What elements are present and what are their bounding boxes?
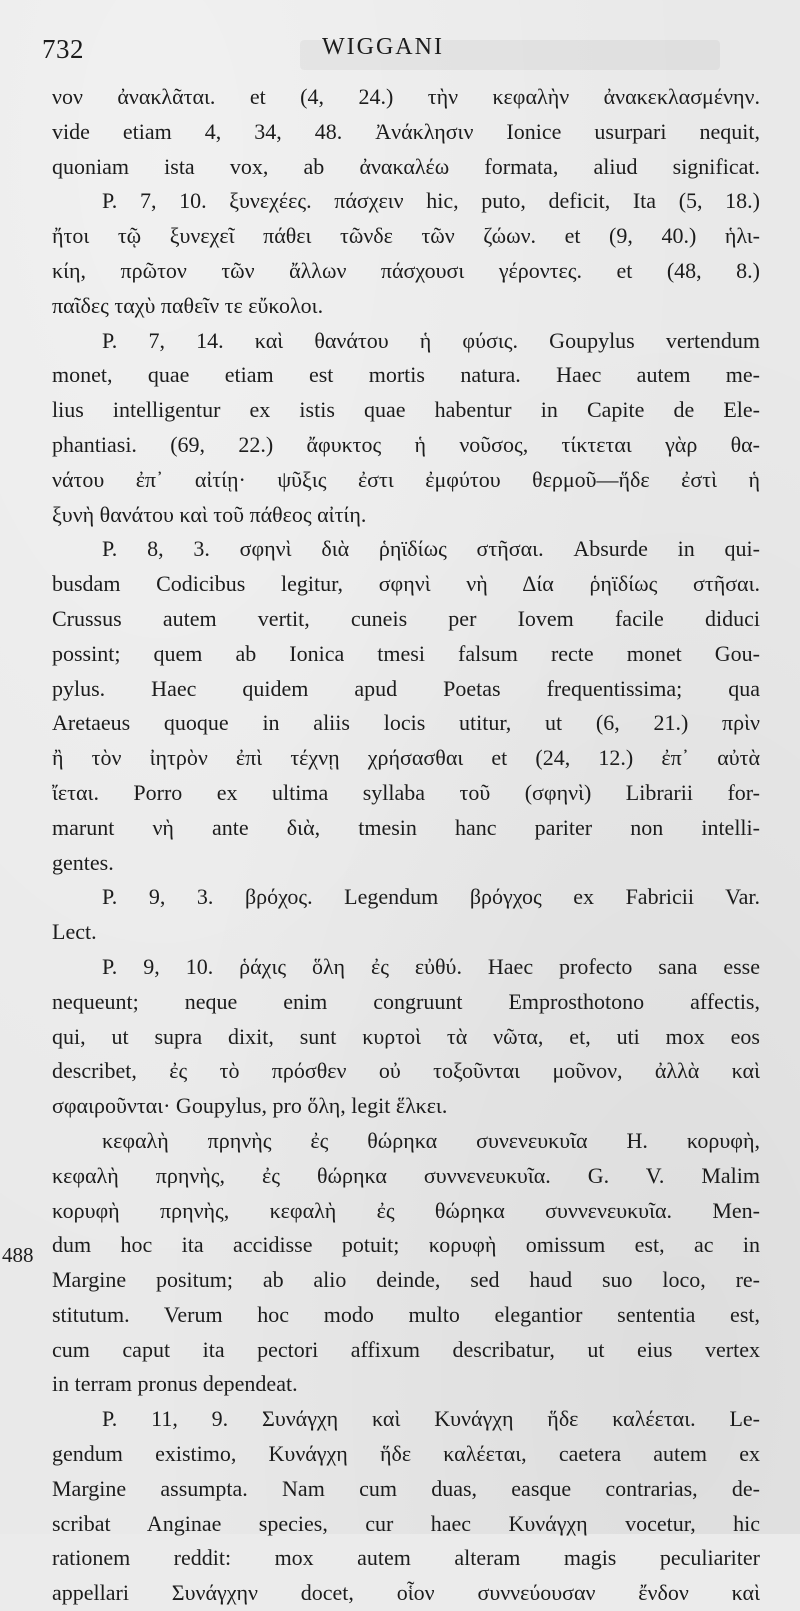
text-line: κορυφὴ πρηνὴς, κεφαλὴ ἐς θώρηκα συννενευκυῖα. Men- xyxy=(52,1197,760,1223)
text-line: Margine positum; ab alio deinde, sed haud suo loco, re- xyxy=(52,1267,760,1293)
text-line: pylus. Haec quidem apud Poetas frequentissima; qua xyxy=(52,675,760,701)
text-line: stitutum. Verum hoc modo multo elegantior sententia est, xyxy=(52,1301,760,1327)
text-line: P. 9, 3. βρόχος. Legendum βρόγχος ex Fabricii Var. xyxy=(102,884,760,910)
text-line: ἤτοι τῷ ξυνεχεῖ πάθει τῶνδε τῶν ζώων. et (9, 40.) ἡλι- xyxy=(52,223,760,249)
text-line: P. 7, 10. ξυνεχέες. πάσχειν hic, puto, deficit, Ita (5, 18.) xyxy=(102,188,760,214)
text-line: qui, ut supra dixit, sunt κυρτοὶ τὰ νῶτα, et, uti mox eos xyxy=(52,1023,760,1049)
text-line: κίη, πρῶτον τῶν ἄλλων πάσχουσι γέροντες. et (48, 8.) xyxy=(52,257,760,283)
text-line: νάτου ἐπ᾽ αἰτίῃ· ψῦξις ἐστι ἐμφύτου θερμοῦ—ἥδε ἐστὶ ἡ xyxy=(52,466,760,492)
text-line: P. 8, 3. σφηνὶ διὰ ῥηϊδίως στῆσαι. Absurde in qui- xyxy=(102,536,760,562)
text-line: phantiasi. (69, 22.) ἄφυκτος ἡ νοῦσος, τίκτεται γὰρ θα- xyxy=(52,431,760,457)
text-line: ξυνὴ θανάτου καὶ τοῦ πάθεος αἰτίη. xyxy=(52,501,367,527)
text-line: κεφαλὴ πρηνὴς ἐς θώρηκα συνενευκυῖα H. κορυφὴ, xyxy=(102,1127,760,1153)
text-line: παῖδες ταχὺ παθεῖν τε εὔκολοι. xyxy=(52,292,324,318)
text-line: Lect. xyxy=(52,919,97,945)
running-head: WIGGANI xyxy=(322,34,444,60)
margin-reference-number: 488 xyxy=(2,1243,34,1267)
text-line: Crussus autem vertit, cuneis per Iovem facile diduci xyxy=(52,605,760,631)
text-line: P. 7, 14. καὶ θανάτου ἡ φύσις. Goupylus vertendum xyxy=(102,327,760,353)
text-line: nequeunt; neque enim congruunt Emprosthotono affectis, xyxy=(52,988,760,1014)
text-line: dum hoc ita accidisse potuit; κορυφὴ omissum est, ac in xyxy=(52,1232,760,1258)
text-line: marunt νὴ ante διὰ, tmesin hanc pariter non intelli- xyxy=(52,814,760,840)
text-line: P. 11, 9. Συνάγχη καὶ Κυνάγχη ἥδε καλέεται. Le- xyxy=(102,1406,760,1432)
text-line: Margine assumpta. Nam cum duas, easque contrarias, de- xyxy=(52,1475,760,1501)
commentary-text xyxy=(52,80,760,1611)
text-line: ἴεται. Porro ex ultima syllaba τοῦ (σφηνὶ) Librarii for- xyxy=(52,779,760,805)
page-number: 732 xyxy=(42,34,84,64)
text-line: possint; quem ab Ionica tmesi falsum recte monet Gou- xyxy=(52,640,760,666)
text-line: gentes. xyxy=(52,849,114,875)
text-line: appellari Συνάγχην docet, οἷον συννεύουσαν ἔνδον καὶ xyxy=(52,1580,760,1606)
text-line: cum caput ita pectori affixum describatur, ut eius vertex xyxy=(52,1336,760,1362)
text-line: ἢ τὸν ἰητρὸν ἐπὶ τέχνῃ χρήσασθαι et (24, 12.) ἐπ᾽ αὐτὰ xyxy=(52,745,760,771)
text-line: Aretaeus quoque in aliis locis utitur, ut (6, 21.) πρὶν xyxy=(52,710,760,736)
text-line: gendum existimo, Κυνάγχη ἥδε καλέεται, caetera autem ex xyxy=(52,1441,760,1467)
text-line: rationem reddit: mox autem alteram magis peculiariter xyxy=(52,1545,760,1571)
text-line: lius intelligentur ex istis quae habentur in Capite de Ele- xyxy=(52,397,760,423)
text-line: κεφαλὴ πρηνὴς, ἐς θώρηκα συννενευκυῖα. G. V. Malim xyxy=(52,1162,760,1188)
text-line: vide etiam 4, 34, 48. Ἀνάκλησιν Ionice usurpari nequit, xyxy=(52,118,760,144)
text-line: P. 9, 10. ῥάχις ὅλη ἐς εὐθύ. Haec profecto sana esse xyxy=(102,953,760,979)
page-header xyxy=(42,34,760,74)
text-line: νον ἀνακλᾶται. et (4, 24.) τὴν κεφαλὴν ἀνακεκλασμένην. xyxy=(52,84,760,109)
text-line: busdam Codicibus legitur, σφηνὶ νὴ Δία ῥηϊδίως στῆσαι. xyxy=(52,571,760,597)
text-line: in terram pronus dependeat. xyxy=(52,1371,298,1397)
text-line: monet, quae etiam est mortis natura. Haec autem me- xyxy=(52,362,760,388)
text-line: scribat Anginae species, cur haec Κυνάγχη vocetur, hic xyxy=(52,1510,760,1536)
text-line: quoniam ista vox, ab ἀνακαλέω formata, aliud significat. xyxy=(52,153,760,179)
text-line: σφαιροῦνται· Goupylus, pro ὅλη, legit ἕλκει. xyxy=(52,1093,448,1119)
text-line: describet, ἐς τὸ πρόσθεν οὐ τοξοῦνται μοῦνον, ἀλλὰ καὶ xyxy=(52,1058,760,1084)
